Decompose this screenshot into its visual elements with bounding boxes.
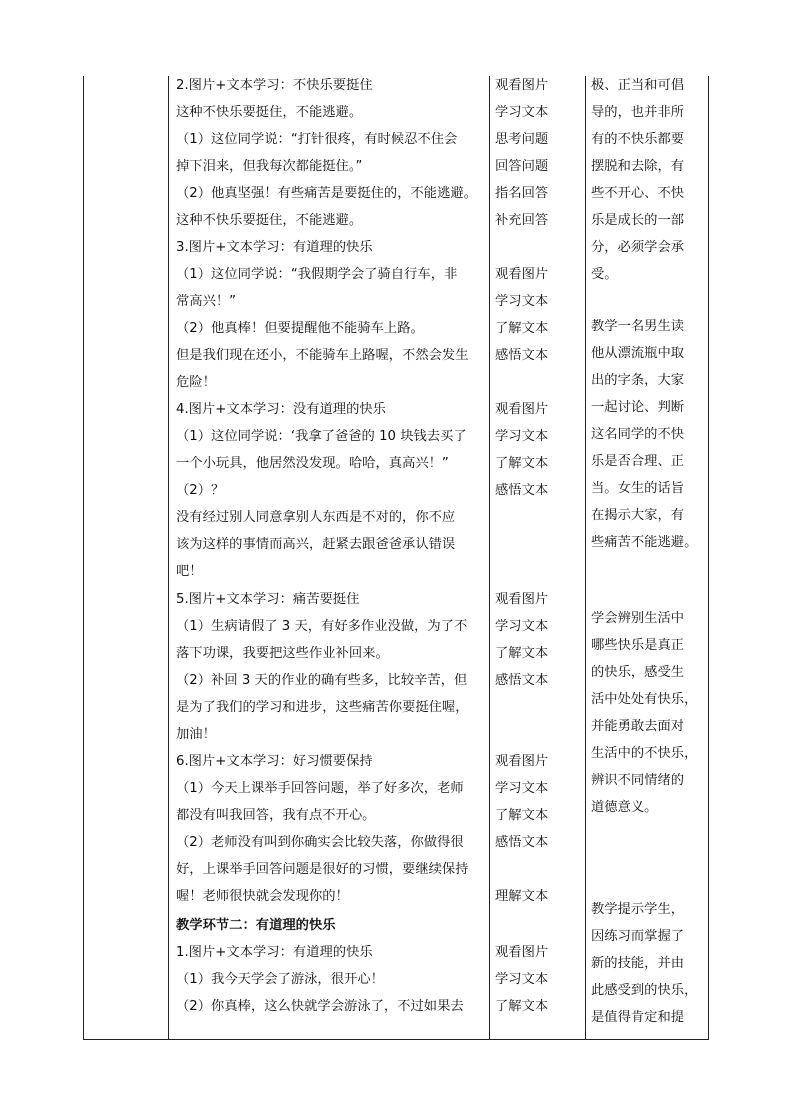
text-line: 学习文本 — [495, 972, 549, 987]
text-line: 观看图片 — [495, 592, 549, 607]
text-line: 喔！老师很快就会发现你的！ — [176, 889, 349, 904]
text-line: 3.图片+文本学习：有道理的快乐 — [176, 240, 373, 255]
text-line: 一个小玩具，他居然没发现。哈哈，真高兴！” — [176, 456, 449, 471]
column-divider — [585, 76, 586, 1039]
text-line: （2）你真棒，这么快就学会游泳了，不过如果去 — [176, 999, 464, 1014]
text-line: 掉下泪来，但我每次都能挺住。” — [176, 159, 363, 174]
text-line: 学习文本 — [495, 781, 549, 796]
text-line: （1）我今天学会了游泳，很开心！ — [176, 972, 384, 987]
text-line: 受。 — [591, 267, 618, 282]
text-line: 观看图片 — [495, 267, 549, 282]
text-line: 观看图片 — [495, 78, 549, 93]
text-line: （2）补回 3 天的作业的确有些多，比较辛苦，但 — [176, 673, 468, 688]
text-line: 补充回答 — [495, 213, 549, 228]
text-line: 分，必须学会承 — [591, 240, 685, 255]
text-line: 观看图片 — [495, 945, 549, 960]
text-line: 该为这样的事情而高兴，赶紧去跟爸爸承认错误 — [176, 537, 456, 552]
text-line: 乐是否合理、正 — [591, 454, 685, 469]
text-line: 指名回答 — [495, 186, 549, 201]
text-line: 学习文本 — [495, 105, 549, 120]
text-line: 的快乐，感受生 — [591, 665, 685, 680]
text-line: 活中处处有快乐， — [591, 692, 698, 707]
text-line: 学习文本 — [495, 429, 549, 444]
text-line: 生活中的不快乐， — [591, 746, 698, 761]
text-line: 他从漂流瓶中取 — [591, 346, 685, 361]
text-line: 加油！ — [176, 727, 216, 742]
text-line: 这名同学的不快 — [591, 427, 685, 442]
text-line: 并能勇敢去面对 — [591, 719, 685, 734]
text-line: 些痛苦不能逃避。 — [591, 535, 698, 550]
text-line: 些不开心、不快 — [591, 186, 685, 201]
text-line: （1）这位同学说：“我假期学会了骑自行车，非 — [176, 267, 458, 282]
text-line: 5.图片+文本学习：痛苦要挺住 — [176, 592, 360, 607]
text-line: 这种不快乐要挺住，不能逃避。 — [176, 105, 363, 120]
text-line: （1）这位同学说：“打针很疼，有时候忍不住会 — [176, 132, 458, 147]
text-line: 一起讨论、判断 — [591, 400, 685, 415]
column-divider — [489, 76, 490, 1039]
text-line: 乐是成长的一部 — [591, 213, 685, 228]
text-line: 是为了我们的学习和进步，这些痛苦你要挺住喔， — [176, 700, 469, 715]
text-line: 摆脱和去除，有 — [591, 159, 685, 174]
text-line: 道德意义。 — [591, 800, 658, 815]
text-line: 都没有叫我回答，我有点不开心。 — [176, 808, 376, 823]
text-line: 回答问题 — [495, 159, 549, 174]
text-line: 教学提示学生， — [591, 902, 685, 917]
text-line: （1）今天上课举手回答问题，举了好多次，老师 — [176, 781, 464, 796]
text-line: 因练习而掌握了 — [591, 929, 685, 944]
text-line: 感悟文本 — [495, 348, 549, 363]
text-line: 1.图片+文本学习：有道理的快乐 — [176, 945, 373, 960]
text-line: （2）？ — [176, 483, 225, 498]
text-line: 常高兴！” — [176, 294, 237, 309]
text-line: 辨识不同情绪的 — [591, 773, 685, 788]
text-line: （1）这位同学说：‘我拿了爸爸的 10 块钱去买了 — [176, 429, 467, 444]
text-line: 2.图片+文本学习：不快乐要挺住 — [176, 78, 373, 93]
text-line: 感悟文本 — [495, 673, 549, 688]
text-line: 观看图片 — [495, 754, 549, 769]
text-line: 观看图片 — [495, 402, 549, 417]
text-line: 但是我们现在还小，不能骑车上路喔，不然会发生 — [176, 348, 469, 363]
text-line: 学会辨别生活中 — [591, 611, 685, 626]
text-line: 没有经过别人同意拿别人东西是不对的，你不应 — [176, 510, 456, 525]
text-line: 教学环节二：有道理的快乐 — [176, 918, 336, 933]
left-empty-column — [84, 76, 168, 1039]
text-line: 了解文本 — [495, 321, 549, 336]
column-divider — [168, 76, 169, 1039]
text-line: 4.图片+文本学习：没有道理的快乐 — [176, 402, 386, 417]
text-line: 哪些快乐是真正 — [591, 638, 685, 653]
text-line: 了解文本 — [495, 808, 549, 823]
text-line: 学习文本 — [495, 294, 549, 309]
text-line: 6.图片+文本学习：好习惯要保持 — [176, 754, 373, 769]
text-line: 导的，也并非所 — [591, 105, 685, 120]
text-line: 了解文本 — [495, 646, 549, 661]
text-line: 落下功课，我要把这些作业补回来。 — [176, 646, 389, 661]
text-line: 思考问题 — [495, 132, 549, 147]
text-line: 吧！ — [176, 564, 203, 579]
text-line: 极、正当和可倡 — [591, 78, 685, 93]
text-line: 出的字条，大家 — [591, 373, 685, 388]
text-line: 这种不快乐要挺住，不能逃避。 — [176, 213, 363, 228]
text-line: 新的技能，并由 — [591, 956, 685, 971]
text-line: （2）老师没有叫到你确实会比较失落，你做得很 — [176, 835, 464, 850]
text-line: 好，上课举手回答问题是很好的习惯，要继续保持 — [176, 862, 469, 877]
text-line: 感悟文本 — [495, 483, 549, 498]
text-line: 理解文本 — [495, 889, 549, 904]
text-line: 有的不快乐都要 — [591, 132, 685, 147]
text-line: （1）生病请假了 3 天，有好多作业没做，为了不 — [176, 619, 468, 634]
text-line: 教学一名男生读 — [591, 319, 685, 334]
text-line: 此感受到的快乐， — [591, 983, 698, 998]
text-line: 在揭示大家，有 — [591, 508, 685, 523]
text-line: 了解文本 — [495, 456, 549, 471]
text-line: 是值得肯定和提 — [591, 1010, 685, 1025]
text-line: （2）他真坚强！有些痛苦是要挺住的，不能逃避。 — [176, 186, 477, 201]
text-line: （2）他真棒！但要提醒他不能骑车上路。 — [176, 321, 424, 336]
text-line: 学习文本 — [495, 619, 549, 634]
text-line: 感悟文本 — [495, 835, 549, 850]
lesson-plan-table — [83, 76, 709, 1040]
text-line: 了解文本 — [495, 999, 549, 1014]
text-line: 危险！ — [176, 375, 216, 390]
text-line: 当。女生的话旨 — [591, 481, 685, 496]
